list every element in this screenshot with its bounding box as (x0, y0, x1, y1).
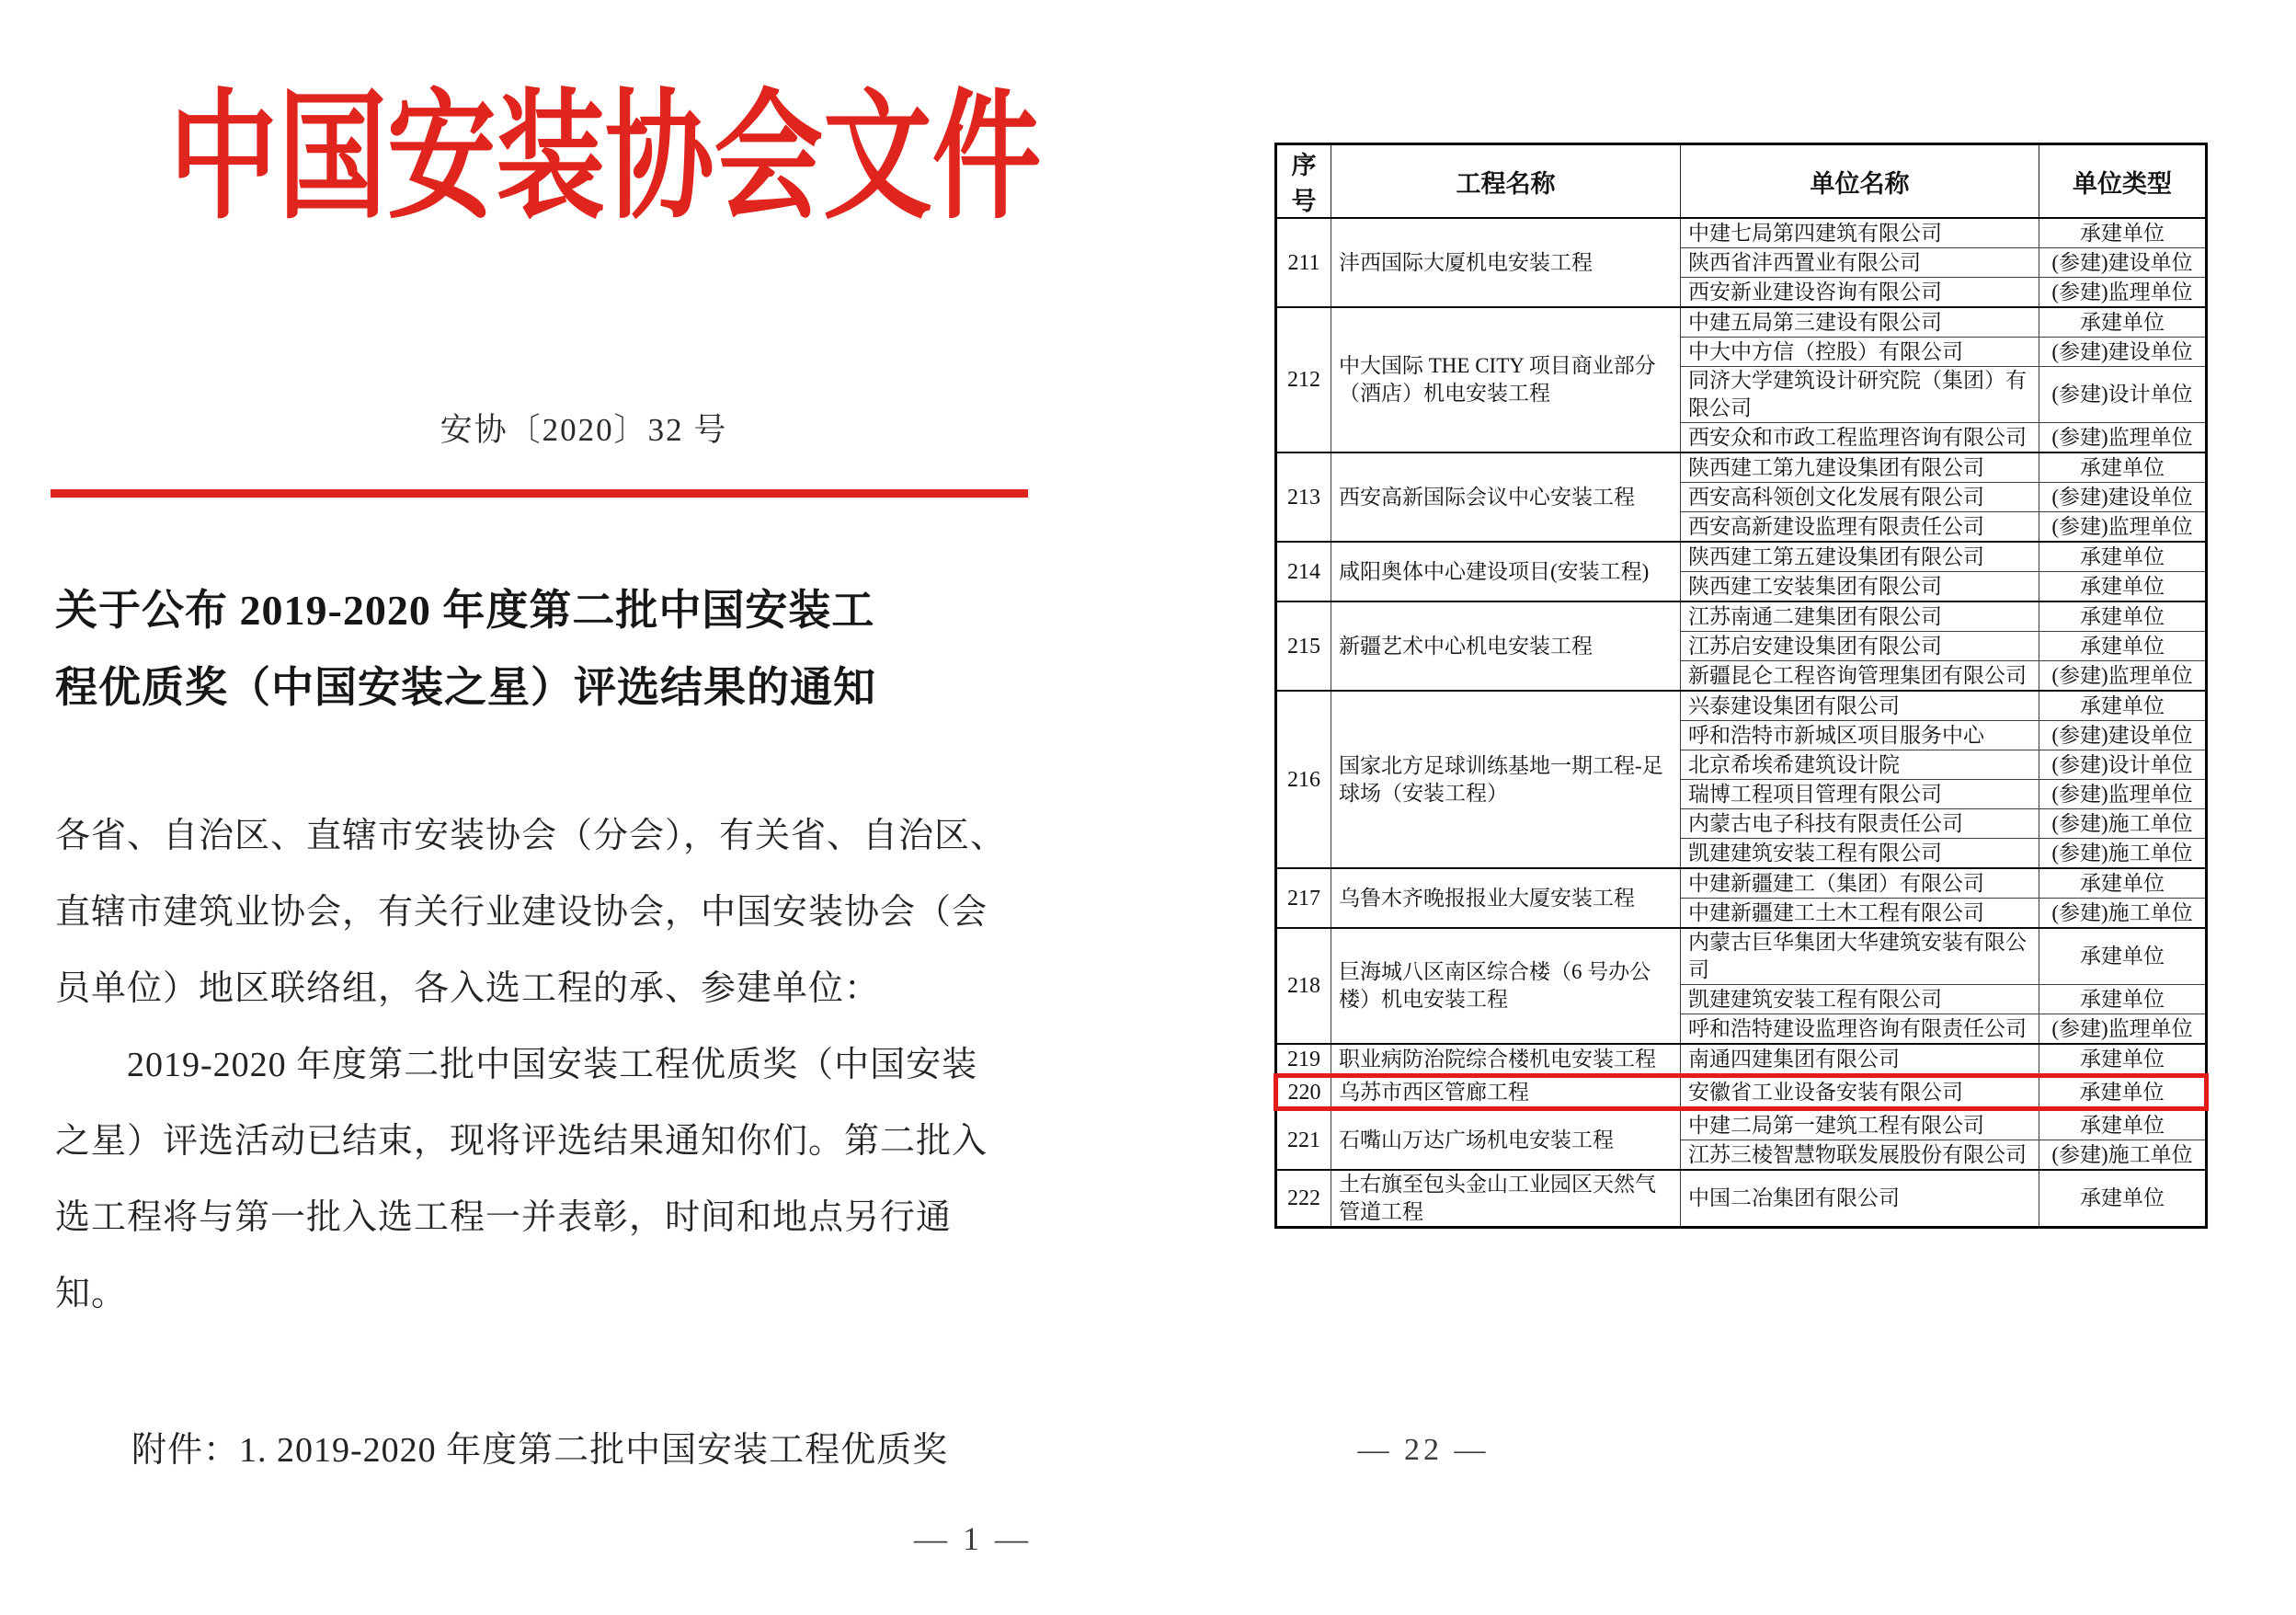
cell-unit-name: 新疆昆仑工程咨询管理集团有限公司 (1681, 661, 2039, 692)
cell-serial-number: 212 (1276, 307, 1331, 452)
cell-unit-type: (参建)监理单位 (2039, 1014, 2207, 1045)
cell-unit-type: (参建)施工单位 (2039, 899, 2207, 929)
cell-unit-type: (参建)监理单位 (2039, 661, 2207, 692)
cell-unit-name: 陕西建工安装集团有限公司 (1681, 572, 2039, 602)
cell-unit-name: 中建新疆建工（集团）有限公司 (1681, 868, 2039, 899)
cell-unit-type: (参建)施工单位 (2039, 1140, 2207, 1171)
cell-unit-name: 江苏南通二建集团有限公司 (1681, 601, 2039, 632)
table-row (1276, 452, 2207, 483)
cell-unit-type: (参建)建设单位 (2039, 338, 2207, 367)
cell-project-name: 咸阳奥体中心建设项目(安装工程) (1331, 542, 1681, 601)
page-number-left: — 1 — (914, 1520, 1032, 1557)
cell-unit-type: (参建)施工单位 (2039, 839, 2207, 869)
cell-unit-type: 承建单位 (2039, 572, 2207, 602)
cell-unit-type: 承建单位 (2039, 1076, 2207, 1109)
cell-unit-type: 承建单位 (2039, 1109, 2207, 1140)
attachment-line: 附件：1. 2019-2020 年度第二批中国安装工程优质奖 (131, 1431, 949, 1470)
header-serial-number: 序号 (1276, 144, 1331, 219)
red-divider-rule (51, 489, 1028, 498)
cell-unit-name: 内蒙古电子科技有限责任公司 (1681, 809, 2039, 839)
cell-unit-type: (参建)建设单位 (2039, 248, 2207, 278)
header-unit-type: 单位类型 (2039, 144, 2207, 219)
body-line: 员单位）地区联络组，各入选工程的承、参建单位： (55, 969, 881, 1008)
document-title (46, 77, 1042, 239)
award-table (1274, 143, 2209, 1229)
cell-unit-name: 陕西省沣西置业有限公司 (1681, 248, 2039, 278)
cell-unit-type: (参建)监理单位 (2039, 780, 2207, 809)
cell-unit-type: 承建单位 (2039, 928, 2207, 985)
table-row (1276, 868, 2207, 899)
body-line: 2019-2020 年度第二批中国安装工程优质奖（中国安装 (127, 1046, 978, 1084)
cell-unit-name: 西安高新建设监理有限责任公司 (1681, 512, 2039, 543)
cell-serial-number: 211 (1276, 218, 1331, 307)
body-line: 直辖市建筑业协会，有关行业建设协会，中国安装协会（会 (55, 893, 988, 932)
cell-unit-type: (参建)监理单位 (2039, 512, 2207, 543)
cell-project-name: 石嘴山万达广场机电安装工程 (1331, 1109, 1681, 1171)
cell-unit-name: 西安众和市政工程监理咨询有限公司 (1681, 423, 2039, 453)
body-line: 之星）评选活动已结束，现将评选结果通知你们。第二批入 (55, 1122, 988, 1161)
table-row-highlighted (1276, 1076, 2207, 1109)
cell-unit-name: 兴泰建设集团有限公司 (1681, 691, 2039, 721)
cell-unit-type: 承建单位 (2039, 307, 2207, 338)
table-row (1276, 691, 2207, 721)
table-row (1276, 1044, 2207, 1076)
cell-unit-type: 承建单位 (2039, 632, 2207, 661)
cell-unit-name: 陕西建工第五建设集团有限公司 (1681, 542, 2039, 572)
cell-project-name: 乌苏市西区管廊工程 (1331, 1076, 1681, 1109)
cell-unit-type: 承建单位 (2039, 601, 2207, 632)
cell-serial-number: 214 (1276, 542, 1331, 601)
cell-unit-name: 中建二局第一建筑工程有限公司 (1681, 1109, 2039, 1140)
cell-unit-type: 承建单位 (2039, 985, 2207, 1014)
cell-unit-type: (参建)设计单位 (2039, 750, 2207, 780)
cell-serial-number: 213 (1276, 452, 1331, 542)
cell-unit-name: 南通四建集团有限公司 (1681, 1044, 2039, 1076)
cell-serial-number: 221 (1276, 1109, 1331, 1171)
body-line: 知。 (55, 1275, 128, 1313)
cell-unit-name: 中建五局第三建设有限公司 (1681, 307, 2039, 338)
cell-project-name: 乌鲁木齐晚报报业大厦安装工程 (1331, 868, 1681, 928)
cell-project-name: 土右旗至包头金山工业园区天然气管道工程 (1331, 1170, 1681, 1228)
cell-serial-number: 222 (1276, 1170, 1331, 1228)
notice-heading-line1: 关于公布 2019-2020 年度第二批中国安装工 (55, 587, 875, 634)
cell-unit-name: 中大中方信（控股）有限公司 (1681, 338, 2039, 367)
cell-unit-name: 北京希埃希建筑设计院 (1681, 750, 2039, 780)
cell-serial-number: 219 (1276, 1044, 1331, 1076)
award-table-body (1276, 218, 2207, 1228)
cell-project-name: 新疆艺术中心机电安装工程 (1331, 601, 1681, 691)
cell-unit-type: (参建)施工单位 (2039, 809, 2207, 839)
header-project-name: 工程名称 (1331, 144, 1681, 219)
cell-project-name: 巨海城八区南区综合楼（6 号办公楼）机电安装工程 (1331, 928, 1681, 1044)
notice-heading (55, 572, 995, 727)
cell-unit-type: 承建单位 (2039, 452, 2207, 483)
cell-serial-number: 217 (1276, 868, 1331, 928)
cell-unit-type: (参建)建设单位 (2039, 483, 2207, 512)
cell-unit-name: 呼和浩特市新城区项目服务中心 (1681, 721, 2039, 750)
document-number: 安协〔2020〕32 号 (440, 412, 728, 448)
table-row (1276, 928, 2207, 985)
cell-unit-name: 江苏三棱智慧物联发展股份有限公司 (1681, 1140, 2039, 1171)
cell-unit-name: 瑞博工程项目管理有限公司 (1681, 780, 2039, 809)
cell-unit-type: 承建单位 (2039, 691, 2207, 721)
table-row (1276, 1170, 2207, 1228)
table-header-row (1276, 144, 2207, 219)
cell-serial-number: 215 (1276, 601, 1331, 691)
cell-unit-name: 陕西建工第九建设集团有限公司 (1681, 452, 2039, 483)
cell-serial-number: 220 (1276, 1076, 1331, 1109)
cell-unit-type: (参建)监理单位 (2039, 278, 2207, 308)
cell-unit-type: (参建)建设单位 (2039, 721, 2207, 750)
cell-unit-type: 承建单位 (2039, 1170, 2207, 1228)
cell-project-name: 沣西国际大厦机电安装工程 (1331, 218, 1681, 307)
cell-unit-name: 江苏启安建设集团有限公司 (1681, 632, 2039, 661)
cell-project-name: 国家北方足球训练基地一期工程-足球场（安装工程） (1331, 691, 1681, 868)
cell-unit-name: 凯建建筑安装工程有限公司 (1681, 839, 2039, 869)
cell-unit-name: 呼和浩特建设监理咨询有限责任公司 (1681, 1014, 2039, 1045)
cell-unit-type: 承建单位 (2039, 542, 2207, 572)
cell-project-name: 职业病防治院综合楼机电安装工程 (1331, 1044, 1681, 1076)
cell-unit-name: 凯建建筑安装工程有限公司 (1681, 985, 2039, 1014)
cell-unit-type: (参建)监理单位 (2039, 423, 2207, 453)
cell-serial-number: 216 (1276, 691, 1331, 868)
cell-unit-name: 中国二冶集团有限公司 (1681, 1170, 2039, 1228)
cell-unit-name: 西安新业建设咨询有限公司 (1681, 278, 2039, 308)
body-text (55, 798, 1007, 1333)
cell-project-name: 西安高新国际会议中心安装工程 (1331, 452, 1681, 542)
cell-unit-type: 承建单位 (2039, 1044, 2207, 1076)
cell-serial-number: 218 (1276, 928, 1331, 1044)
notice-heading-line2: 程优质奖（中国安装之星）评选结果的通知 (55, 664, 876, 711)
body-line: 各省、自治区、直辖市安装协会（分会），有关省、自治区、 (55, 817, 1007, 855)
table-row (1276, 218, 2207, 248)
cell-unit-type: 承建单位 (2039, 218, 2207, 248)
page-number-right: — 22 — (1357, 1433, 1490, 1467)
cell-unit-name: 中建七局第四建筑有限公司 (1681, 218, 2039, 248)
award-table-wrap (1274, 143, 2209, 1229)
cell-unit-name: 中建新疆建工土木工程有限公司 (1681, 899, 2039, 929)
table-row (1276, 307, 2207, 338)
body-line: 选工程将与第一批入选工程一并表彰，时间和地点另行通 (55, 1198, 953, 1237)
cell-unit-type: 承建单位 (2039, 868, 2207, 899)
cell-project-name: 中大国际 THE CITY 项目商业部分（酒店）机电安装工程 (1331, 307, 1681, 452)
cell-unit-name: 内蒙古巨华集团大华建筑安装有限公司 (1681, 928, 2039, 985)
cell-unit-name: 安徽省工业设备安装有限公司 (1681, 1076, 2039, 1109)
document-title-text: 中国安装协会文件 (168, 81, 1042, 235)
table-row (1276, 542, 2207, 572)
table-row (1276, 1109, 2207, 1140)
header-unit-name: 单位名称 (1681, 144, 2039, 219)
cell-unit-name: 西安高科领创文化发展有限公司 (1681, 483, 2039, 512)
table-row (1276, 601, 2207, 632)
cell-unit-type: (参建)设计单位 (2039, 367, 2207, 423)
cell-unit-name: 同济大学建筑设计研究院（集团）有限公司 (1681, 367, 2039, 423)
